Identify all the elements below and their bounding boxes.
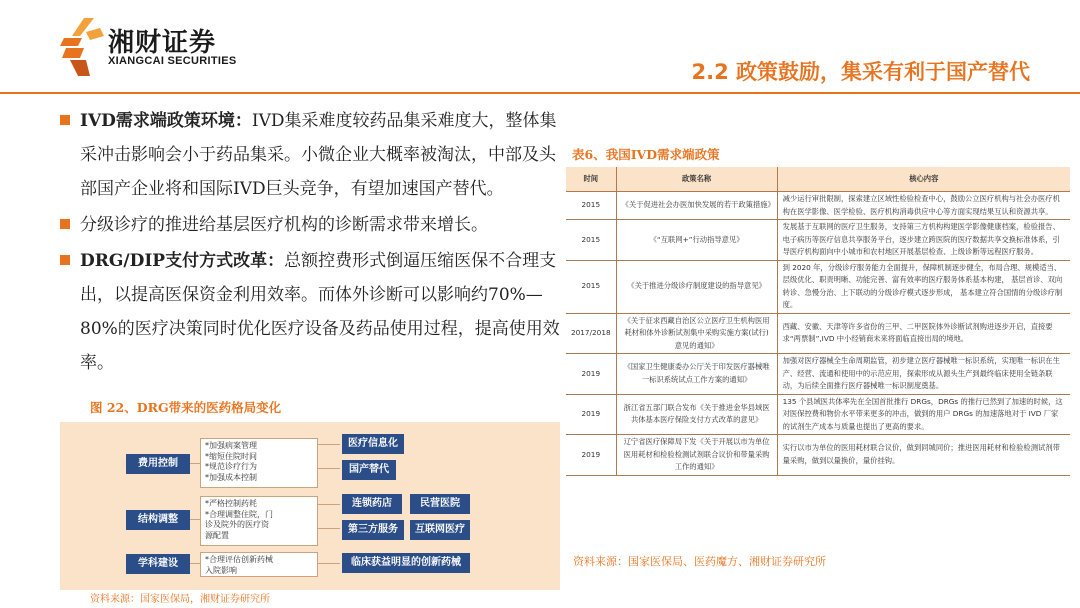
outcome-medical-it: 医疗信息化 [342,434,404,454]
column-header-policy-name: 政策名称 [616,167,777,192]
column-header-time: 时间 [566,167,616,192]
cell-time: 2015 [566,220,616,261]
diagram-notes-box [200,496,318,546]
title-divider [0,92,1080,94]
cell-core-content: 135 个县域医共体率先在全国首批推行 DRGs，DRGs 的推行已然到了加速的时候，这对医保控费和物价水平带来更多的冲击，做到的用户 DRGs 的加速落地对于 IVD 厂家的试剂生产成本与质量也提出了更高的要求。 [777,394,1070,435]
brand-name-en: XIANGCAI SECURITIES [108,55,237,67]
bullet-item [60,244,560,380]
bullet-square-icon [60,255,70,265]
page-title: 2.2 政策鼓励，集采有利于国产替代 [691,60,1030,84]
diagram-label-structure-adjust: 结构调整 [126,510,190,530]
cell-policy-name: 辽宁省医疗保障局下发《关于开展以市为单位医用耗材和检验检测试剂联合议价和带量采购工作的通知》 [616,435,777,476]
bullet-text: 分级诊疗的推进给基层医疗机构的诊断需求带来增长。 [80,215,488,235]
outcome-internet-medical: 互联网医疗 [410,520,470,540]
note-line: *合理评估创新药械 [205,555,273,564]
bullet-square-icon [60,115,70,125]
connector-line [318,468,340,469]
diagram-notes-box [200,552,318,577]
table-row [566,313,1070,354]
note-line: *严格控制药耗 [205,499,257,508]
policy-table [566,167,1070,476]
note-line: 诊及院外的医疗资 [205,520,269,529]
outcome-innovative-drugs-devices: 临床获益明显的创新药械 [342,553,470,573]
cell-core-content: 加强对医疗器械全生命周期监管，初步建立医疗器械唯一标识系统，实现唯一标识在生产、经营、流通和使用中的示范应用，探索形成从源头生产到最终临床使用全链条联动，为后续全面推行医疗器械唯一标识制度奠基。 [777,354,1070,395]
drg-diagram [60,422,560,590]
note-line: *加强病案管理 [205,441,257,450]
note-line: 入院影响 [205,565,237,575]
outcome-domestic-substitution: 国产替代 [342,460,396,480]
table-row [566,260,1070,313]
cell-core-content: 减少运行审批限制，探索建立区域性检验检查中心，鼓励公立医疗机构与社会办医疗机构在医学影像、医学检验、医疗机构消毒供应中心等方面实现结果互认和资源共享。 [777,192,1070,220]
cell-policy-name: 《关于推进分级诊疗制度建设的指导意见》 [616,260,777,313]
bullet-text: IVD集采难度较药品集采难度大，整体集采冲击影响会小于药品集采。小微企业大概率被淘汰，中部及头部国产企业将和国际IVD巨头竞争，有望加速国产替代。 [80,111,557,199]
connector-line [318,504,340,505]
table-row [566,394,1070,435]
bullet-heading: DRG/DIP支付方式改革： [80,251,285,271]
table-title: 表6、我国IVD需求端政策 [572,147,720,162]
diagram-label-discipline-build: 学科建设 [126,554,190,574]
note-line: *合理调整住院，门 [205,509,273,519]
column-header-core-content: 核心内容 [777,167,1070,192]
cell-time: 2017/2018 [566,313,616,354]
bullet-item [60,104,560,206]
outcome-private-hospital: 民营医院 [410,494,470,514]
bullet-heading: IVD需求端政策环境： [80,111,252,131]
cell-time: 2019 [566,435,616,476]
table-row [566,435,1070,476]
cell-time: 2019 [566,354,616,395]
cell-policy-name: 浙江省五部门联合发布《关于推进金华县域医共体基本医疗保险支付方式改革的意见》 [616,394,777,435]
brand-name-cn: 湘财证券 [108,28,217,58]
cell-time: 2015 [566,260,616,313]
outcome-chain-pharmacy: 连锁药店 [342,494,402,514]
note-line: *规范诊疗行为 [205,462,257,471]
cell-core-content: 到 2020 年，分级诊疗服务能力全面提升，保障机制逐步健全，布局合理、规模适当、层级优化、职责明晰、功能完善、富有效率的医疗服务体系基本构建， 基层首诊、双向转诊、急慢分治、上下联动的分级诊疗模式逐步形成， 基本建立符合国情的分级诊疗制度。 [777,260,1070,313]
cell-policy-name: 《“互联网+”行动指导意见》 [616,220,777,261]
connector-line [318,444,340,445]
connector-line [190,519,200,520]
company-logo [60,18,250,80]
connector-line [318,563,340,564]
note-line: *缩短住院时间 [205,451,257,461]
diagram-label-cost-control: 费用控制 [126,454,190,474]
connector-line [190,563,200,564]
bullet-square-icon [60,219,70,229]
figure-source: 资料来源：国家医保局，湘财证券研究所 [90,594,270,605]
table-row [566,192,1070,220]
figure-title: 图 22、DRG带来的医药格局变化 [90,400,282,415]
cell-core-content: 西藏、安徽、天津等许多省份的三甲、二甲医院体外诊断试剂购进逐步开启，直接要求“两票制”,IVD 中小经销商未来将面临直接出局的境地。 [777,313,1070,354]
connector-line [190,463,200,464]
diagram-notes-box [200,438,318,488]
bullet-text: 总额控费形式倒逼压缩医保不合理支出，以提高医保资金利用效率。而体外诊断可以影响约70%—80%的医疗决策同时优化医疗设备及药品使用过程，提高使用效率。 [80,251,560,373]
cell-policy-name: 《关于征求西藏自治区公立医疗卫生机构医用耗材和体外诊断试剂集中采购实施方案(试行)意见的通知》 [616,313,777,354]
cell-time: 2015 [566,192,616,220]
note-line: *加强成本控制 [205,472,257,482]
cell-policy-name: 《国家卫生健康委办公厅关于印发医疗器械唯一标识系统试点工作方案的通知》 [616,354,777,395]
cell-core-content: 实行以市为单位的医用耗材联合议价，做到同城同价；推进医用耗材和检验检测试剂带量采购，做到以量换价，量价挂钩。 [777,435,1070,476]
bullet-list [60,104,560,382]
bullet-item [60,208,560,242]
connector-line [318,528,340,529]
cell-time: 2019 [566,394,616,435]
xiangcai-logo-icon [60,18,104,76]
table-row [566,220,1070,261]
cell-policy-name: 《关于促进社会办医加快发展的若干政策措施》 [616,192,777,220]
table-source: 资料来源：国家医保局、医药魔方、湘财证券研究所 [573,555,826,568]
note-line: 源配置 [205,530,229,540]
table-row [566,354,1070,395]
table-header-row [566,167,1070,192]
outcome-third-party-service: 第三方服务 [342,520,404,540]
cell-core-content: 发展基于互联网的医疗卫生服务，支持第三方机构构建医学影像健康档案，检验报告、电子病历等医疗信息共享服务平台，逐步建立跨医院的医疗数据共享交换标准体系，引导医疗机构面向中小城市和农村地区开展基层检查、上级诊断等远程医疗服务。 [777,220,1070,261]
